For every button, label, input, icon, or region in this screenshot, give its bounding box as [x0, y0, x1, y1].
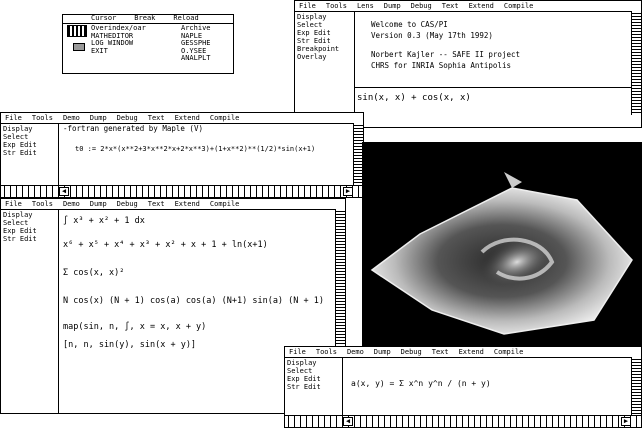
side-panel	[285, 357, 343, 415]
menu-tools[interactable]: Tools	[31, 199, 53, 208]
menu-item-log-window[interactable]: LOG WINDOW	[91, 39, 134, 47]
menu-text[interactable]: Text	[147, 113, 165, 122]
menu-item-analplt[interactable]: ANALPLT	[181, 54, 211, 62]
math-map[interactable]: map(sin, n, ∫, x = x, x + y)	[63, 322, 207, 332]
menu-file[interactable]: File	[5, 199, 22, 208]
menu-item-oysee[interactable]: O.YSEE	[181, 46, 207, 55]
side-exp-edit[interactable]: Exp Edit	[287, 375, 321, 383]
formula-window	[284, 346, 642, 428]
menu-header-cursor[interactable]: Cursor	[91, 14, 117, 22]
scroll-left-button[interactable]: ◀	[343, 417, 353, 426]
menu-item-archive[interactable]: Archive	[181, 24, 211, 32]
side-panel	[295, 11, 355, 127]
horizontal-scrollbar[interactable]	[1, 185, 363, 197]
fortran-window	[0, 112, 364, 198]
side-select[interactable]: Select	[297, 21, 323, 29]
menu-file[interactable]: File	[299, 1, 316, 10]
menu-text[interactable]: Text	[147, 199, 165, 208]
menu-item-overindex[interactable]: Overindex/oar	[91, 24, 146, 32]
popup-menu	[62, 14, 234, 74]
fortran-code[interactable]: t0 := 2*x*(x**2+3*x**2*x+2*x**3)+(1+x**2)**(1/2)*sin(x+1)	[75, 145, 316, 153]
side-panel	[1, 209, 59, 413]
welcome-window	[294, 0, 642, 128]
menu-extend[interactable]: Extend	[458, 347, 484, 356]
menu-item-naple[interactable]: NAPLE	[181, 31, 203, 40]
welcome-line: Welcome to CAS/PI	[371, 20, 448, 29]
math-list[interactable]: [n, n, sin(y), sin(x + y)]	[63, 340, 197, 350]
side-display[interactable]: Display	[297, 13, 327, 21]
math-integral[interactable]: ∫ x³ + x² + 1 dx	[63, 216, 145, 226]
version-line: Version 0.3 (May 17th 1992)	[371, 31, 493, 40]
menu-compile[interactable]: Compile	[503, 1, 534, 10]
menu-demo[interactable]: Demo	[346, 347, 364, 356]
side-select[interactable]: Select	[3, 219, 29, 227]
menu-compile[interactable]: Compile	[209, 199, 240, 208]
formula-output[interactable]: sin(x, x) + cos(x, x)	[357, 93, 471, 103]
menu-file[interactable]: File	[289, 347, 306, 356]
menu-debug[interactable]: Debug	[400, 347, 422, 356]
menu-preview-icon	[67, 25, 87, 69]
menu-file[interactable]: File	[5, 113, 22, 122]
author-line: Norbert Kajler -- SAFE II project	[371, 50, 521, 59]
scroll-right-button[interactable]: ▶	[343, 187, 353, 196]
menu-header-break[interactable]: Break	[134, 14, 156, 22]
side-display[interactable]: Display	[3, 125, 33, 133]
side-overlay[interactable]: Overlay	[297, 53, 327, 61]
menu-extend[interactable]: Extend	[468, 1, 494, 10]
side-str-edit[interactable]: Str Edit	[3, 149, 37, 157]
menu-compile[interactable]: Compile	[209, 113, 240, 122]
scroll-right-button[interactable]: ▶	[621, 417, 631, 426]
menu-text[interactable]: Text	[431, 347, 449, 356]
menu-debug[interactable]: Debug	[410, 1, 432, 10]
series-formula[interactable]: a(x, y) = Σ x^n y^n / (n + y)	[351, 379, 491, 388]
menu-item-matheditor[interactable]: MATHEDITOR	[91, 31, 134, 40]
fortran-text	[63, 124, 353, 185]
horizontal-scrollbar[interactable]	[285, 415, 641, 427]
side-select[interactable]: Select	[287, 367, 313, 375]
menu-item-exit[interactable]: EXIT	[91, 46, 108, 55]
vertical-scrollbar[interactable]	[631, 11, 641, 115]
math-polynomial[interactable]: x⁶ + x⁵ + x⁴ + x³ + x² + x + 1 + ln(x+1)	[63, 240, 268, 250]
side-str-edit[interactable]: Str Edit	[287, 383, 321, 391]
fortran-comment: -fortran generated by Maple (V)	[63, 124, 203, 133]
surface-plot[interactable]	[362, 142, 642, 352]
menu-demo[interactable]: Demo	[62, 199, 80, 208]
menu-tools[interactable]: Tools	[315, 347, 337, 356]
menu-dump[interactable]: Dump	[89, 113, 107, 122]
side-breakpoint[interactable]: Breakpoint	[297, 45, 340, 53]
menu-item-gessphe[interactable]: GESSPHE	[181, 39, 211, 47]
divider	[355, 87, 631, 88]
side-exp-edit[interactable]: Exp Edit	[3, 227, 37, 235]
institution-line: CHRS for INRIA Sophia Antipolis	[371, 61, 511, 70]
menu-text[interactable]: Text	[441, 1, 459, 10]
menu-demo[interactable]: Demo	[62, 113, 80, 122]
surface-peak	[504, 172, 522, 188]
side-str-edit[interactable]: Str Edit	[3, 235, 37, 243]
menu-compile[interactable]: Compile	[493, 347, 524, 356]
side-exp-edit[interactable]: Exp Edit	[3, 141, 37, 149]
menu-extend[interactable]: Extend	[174, 113, 200, 122]
surface-plot-svg	[362, 142, 642, 352]
math-sum[interactable]: Σ cos(x, x)²	[63, 268, 125, 278]
vertical-scrollbar[interactable]	[631, 357, 641, 415]
menu-header-reload[interactable]: Reload	[173, 14, 199, 22]
menu-dump[interactable]: Dump	[383, 1, 401, 10]
side-select[interactable]: Select	[3, 133, 29, 141]
menu-lens[interactable]: Lens	[356, 1, 374, 10]
side-display[interactable]: Display	[287, 359, 317, 367]
menu-dump[interactable]: Dump	[373, 347, 391, 356]
menu-tools[interactable]: Tools	[31, 113, 53, 122]
menu-tools[interactable]: Tools	[325, 1, 347, 10]
side-exp-edit[interactable]: Exp Edit	[297, 29, 331, 37]
menu-debug[interactable]: Debug	[116, 113, 138, 122]
scroll-left-button[interactable]: ◀	[59, 187, 69, 196]
side-panel	[1, 123, 59, 185]
side-str-edit[interactable]: Str Edit	[297, 37, 331, 45]
menu-debug[interactable]: Debug	[116, 199, 138, 208]
menu-dump[interactable]: Dump	[89, 199, 107, 208]
math-cos-expression[interactable]: N cos(x) (N + 1) cos(a) cos(a) (N+1) sin(a) (N + 1)	[63, 296, 324, 306]
menu-extend[interactable]: Extend	[174, 199, 200, 208]
side-display[interactable]: Display	[3, 211, 33, 219]
